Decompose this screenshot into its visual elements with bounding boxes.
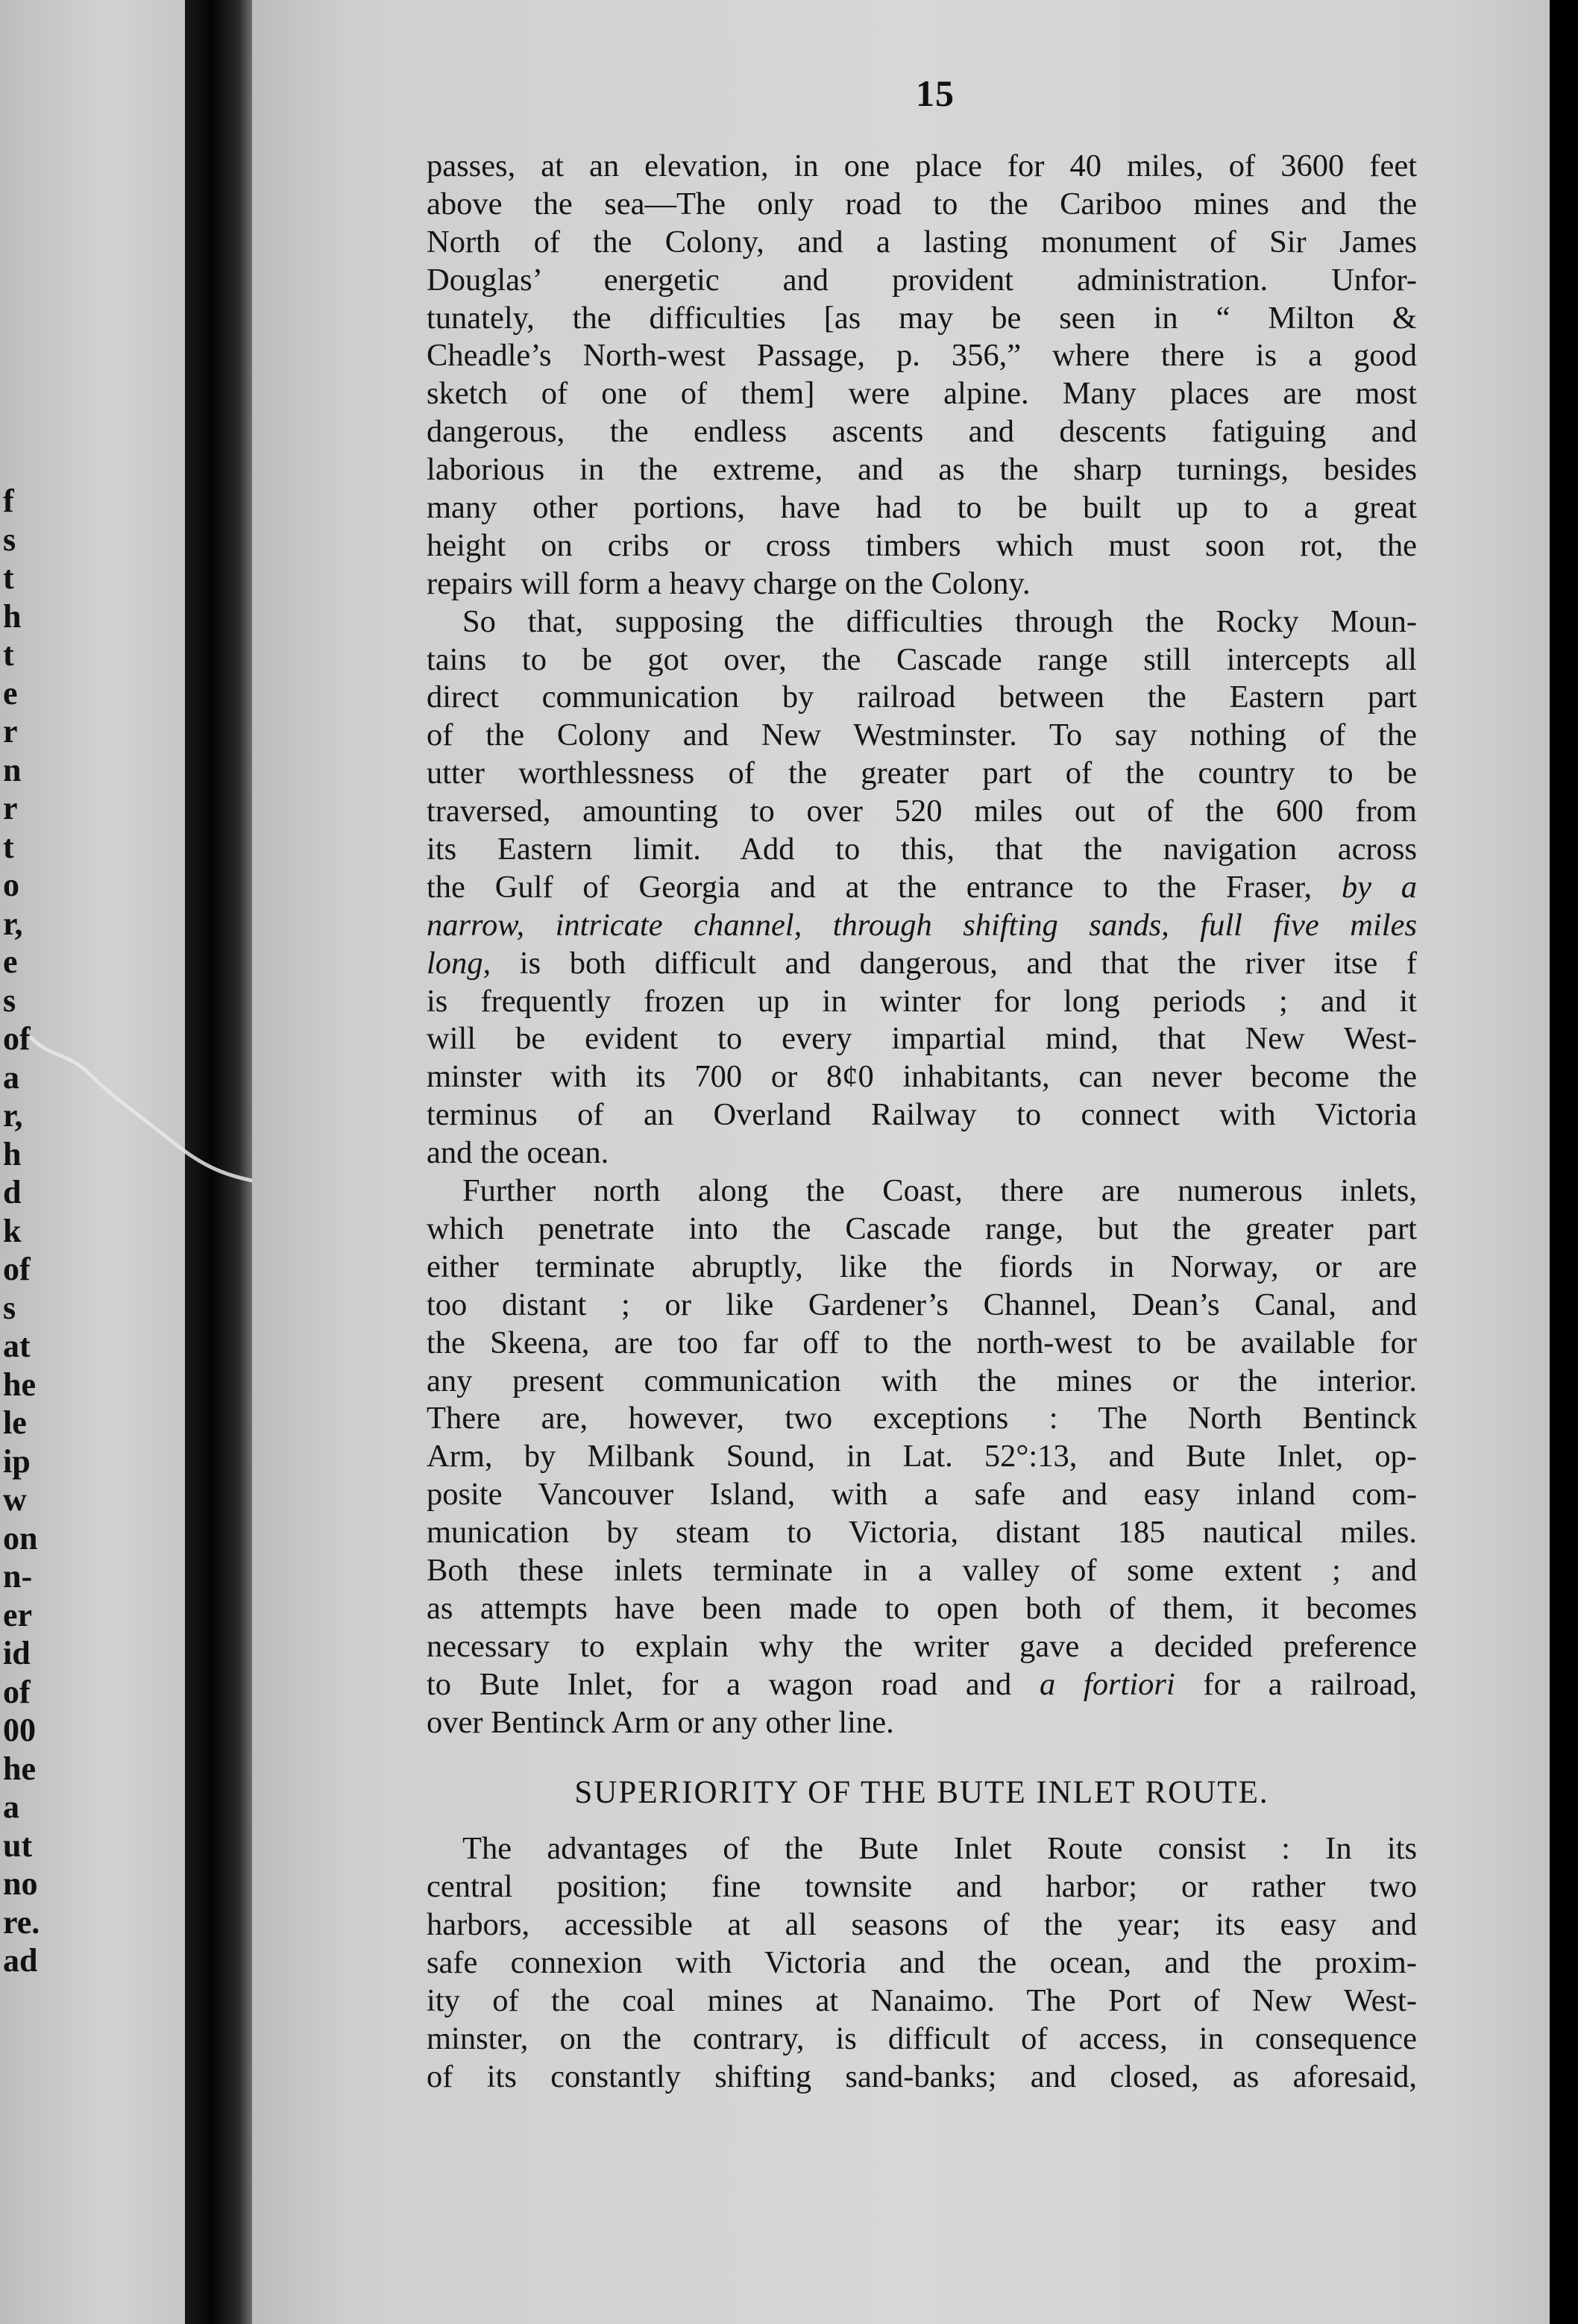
text-line: sketch of one of them] were alpine. Many places are most <box>427 376 1417 412</box>
edge-glyph: he <box>3 1366 36 1403</box>
text-line: Arm, by Milbank Sound, in Lat. 52°:13, and Bute Inlet, op- <box>427 1439 1417 1475</box>
edge-glyph: id <box>3 1635 31 1671</box>
scan-border <box>1550 0 1578 2324</box>
paragraph-3-end <box>427 1666 1417 1742</box>
edge-glyph: 00 <box>3 1712 36 1748</box>
paragraph-1 <box>427 148 1417 603</box>
edge-glyph: o <box>3 867 19 903</box>
text-line: either terminate abruptly, like the fiords in Norway, or are <box>427 1249 1417 1284</box>
text-line: The advantages of the Bute Inlet Route consist : In its <box>462 1831 1417 1867</box>
edge-glyph: t <box>3 828 14 865</box>
text-line: repairs will form a heavy charge on the Colony. <box>427 565 1031 601</box>
text-line: above the sea—The only road to the Cariboo mines and the <box>427 186 1417 222</box>
text-line: Further north along the Coast, there are numerous inlets, <box>462 1173 1417 1209</box>
text-line: There are, however, two exceptions : The North Bentinck <box>427 1401 1417 1436</box>
edge-glyph: ad <box>3 1942 38 1979</box>
text-line: terminus of an Overland Railway to connect with Victoria <box>427 1097 1417 1133</box>
edge-glyph: ut <box>3 1827 33 1864</box>
edge-glyph: n- <box>3 1558 33 1595</box>
edge-glyph: a <box>3 1058 19 1096</box>
edge-glyph: e <box>3 674 18 712</box>
italic-text: a fortiori <box>1039 1666 1175 1702</box>
edge-glyph: er <box>3 1596 33 1633</box>
edge-glyph: t <box>3 636 14 673</box>
edge-glyph: r <box>3 713 18 750</box>
edge-glyph: r <box>3 790 18 826</box>
text-line: So that, supposing the difficulties through the Rocky Moun- <box>462 603 1417 639</box>
text-line: utter worthlessness of the greater part of the country to be <box>427 756 1417 791</box>
edge-glyph: of <box>3 1020 31 1057</box>
edge-glyph: r, <box>3 1097 23 1134</box>
edge-glyph: of <box>3 1673 31 1710</box>
text-line: safe connexion with Victoria and the ocean, and the proxim- <box>427 1944 1417 1980</box>
text-line: central position; fine townsite and harbor; or rather two <box>427 1869 1417 1905</box>
page-body <box>427 148 1417 2097</box>
right-page <box>252 0 1550 2324</box>
text-line: Cheadle’s North-west Passage, p. 356,” where there is a good <box>427 338 1417 374</box>
text-line: ity of the coal mines at Nanaimo. The Port of New West- <box>427 1982 1417 2018</box>
text-line <box>427 1666 1417 1704</box>
text-line: passes, at an elevation, in one place for 40 miles, of 3600 feet <box>427 148 1417 183</box>
text-line: of its constantly shifting sand-banks; and closed, as aforesaid, <box>427 2058 1417 2094</box>
text-line <box>427 869 1417 907</box>
paragraph-3 <box>427 1172 1417 1666</box>
italic-text: long, <box>427 945 491 981</box>
paragraph-2 <box>427 603 1417 1172</box>
text-line: the Skeena, are too far off to the north-west to be available for <box>427 1325 1417 1360</box>
edge-glyph: ip <box>3 1442 31 1480</box>
text-line <box>427 907 1417 945</box>
edge-glyph: t <box>3 559 14 596</box>
text-line: will be evident to every impartial mind, that New West- <box>427 1021 1417 1057</box>
text-line: over Bentinck Arm or any other line. <box>427 1704 894 1740</box>
edge-glyph: f <box>3 483 14 519</box>
edge-glyph: s <box>3 521 16 558</box>
text-line: traversed, amounting to over 520 miles out of the 600 from <box>427 794 1417 829</box>
text-line: Both these inlets terminate in a valley of some extent ; and <box>427 1552 1417 1588</box>
section-heading: SUPERIORITY OF THE BUTE INLET ROUTE. <box>574 1775 1269 1811</box>
page-number: 15 <box>916 72 955 114</box>
text-line: and the ocean. <box>427 1135 609 1171</box>
text-line: its Eastern limit. Add to this, that the navigation across <box>427 832 1417 867</box>
text-run: the Gulf of Georgia and at the entrance to the Fraser, <box>427 869 1342 905</box>
text-line: tains to be got over, the Cascade range still intercepts all <box>427 641 1417 677</box>
text-run: to Bute Inlet, for a wagon road and <box>427 1666 1040 1702</box>
edge-glyph: he <box>3 1750 36 1787</box>
edge-glyph: no <box>3 1865 38 1902</box>
edge-glyph: s <box>3 982 16 1019</box>
text-run: is both difficult and dangerous, and that the river itse f <box>491 945 1417 981</box>
edge-glyph: e <box>3 943 18 980</box>
edge-glyph: h <box>3 597 22 635</box>
text-line: Douglas’ energetic and provident administration. Unfor- <box>427 262 1417 298</box>
edge-glyph: r, <box>3 905 23 942</box>
text-line: necessary to explain why the writer gave a decided preference <box>427 1628 1417 1664</box>
text-line: laborious in the extreme, and as the sharp turnings, besides <box>427 452 1417 488</box>
text-line: any present communication with the mines or the interior. <box>427 1363 1417 1398</box>
edge-glyph: d <box>3 1174 22 1210</box>
edge-glyph: a <box>3 1788 19 1825</box>
edge-glyph: re. <box>3 1903 40 1941</box>
text-line: harbors, accessible at all seasons of the year; its easy and <box>427 1907 1417 1943</box>
paper-crease-mark <box>22 1029 291 1193</box>
text-line: North of the Colony, and a lasting monument of Sir James <box>427 224 1417 260</box>
italic-text: by a <box>1341 869 1417 905</box>
edge-glyph: at <box>3 1328 31 1364</box>
edge-glyph: n <box>3 751 22 788</box>
paragraph-4 <box>427 1830 1417 2096</box>
text-line: tunately, the difficulties [as may be seen in “ Milton & <box>427 300 1417 336</box>
text-line: height on cribs or cross timbers which must soon rot, the <box>427 527 1417 563</box>
text-line <box>427 945 1417 983</box>
text-line: too distant ; or like Gardener’s Channel, Dean’s Canal, and <box>427 1287 1417 1322</box>
text-line: as attempts have been made to open both of them, it becomes <box>427 1590 1417 1626</box>
text-line: minster with its 700 or 8¢0 inhabitants, can never become the <box>427 1059 1417 1095</box>
text-line: minster, on the contrary, is difficult of access, in consequence <box>427 2020 1417 2056</box>
edge-glyph: k <box>3 1212 22 1249</box>
text-line: of the Colony and New Westminster. To say nothing of the <box>427 717 1417 753</box>
edge-glyph: on <box>3 1519 38 1557</box>
text-line: many other portions, have had to be built up to a great <box>427 490 1417 526</box>
text-line: which penetrate into the Cascade range, but the greater part <box>427 1210 1417 1246</box>
text-line: is frequently frozen up in winter for long periods ; and it <box>427 983 1417 1019</box>
italic-text: narrow, intricate channel, through shifting sands, full five miles <box>427 907 1417 943</box>
text-line: munication by steam to Victoria, distant 185 nautical miles. <box>427 1515 1417 1551</box>
text-line: posite Vancouver Island, with a safe and easy inland com- <box>427 1477 1417 1513</box>
edge-glyph: w <box>3 1481 27 1518</box>
edge-glyph: of <box>3 1251 31 1287</box>
edge-glyph: le <box>3 1404 27 1441</box>
edge-glyph: h <box>3 1135 22 1172</box>
edge-glyph: s <box>3 1289 16 1326</box>
text-run: for a railroad, <box>1175 1666 1417 1702</box>
text-line: direct communication by railroad between the Eastern part <box>427 679 1417 715</box>
text-line: dangerous, the endless ascents and descents fatiguing and <box>427 414 1417 450</box>
